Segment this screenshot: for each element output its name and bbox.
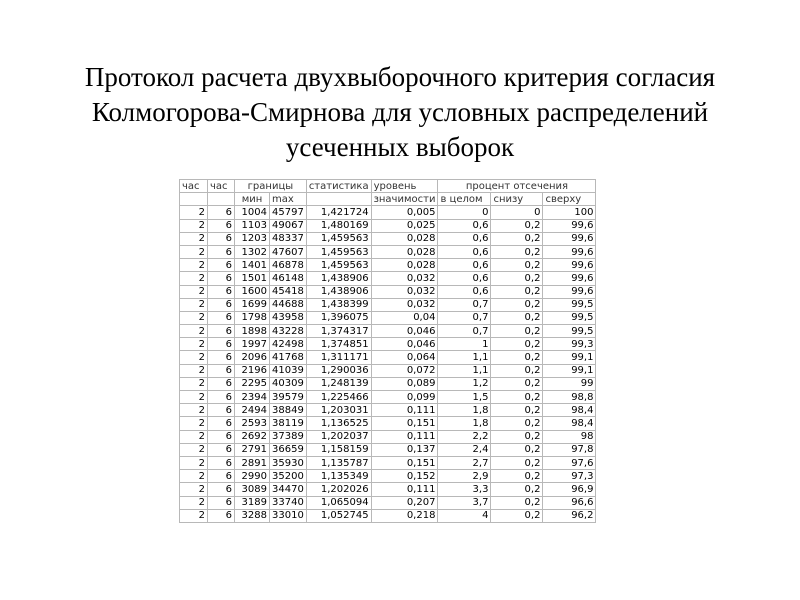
- cell-cut-above: 97,3: [543, 470, 596, 483]
- cell-significance: 0,072: [371, 364, 438, 377]
- cell-statistic: 1,136525: [306, 417, 371, 430]
- cell-cut-above: 99,5: [543, 325, 596, 338]
- cell-hour-to: 6: [208, 443, 235, 456]
- cell-cut-above: 97,6: [543, 456, 596, 469]
- cell-cut-above: 99,6: [543, 245, 596, 258]
- header-above: сверху: [543, 193, 596, 206]
- cell-significance: 0,005: [371, 206, 438, 219]
- cell-significance: 0,064: [371, 351, 438, 364]
- cell-cut-above: 96,2: [543, 509, 596, 522]
- cell-hour-to: 6: [208, 285, 235, 298]
- cell-significance: 0,046: [371, 325, 438, 338]
- cell-significance: 0,111: [371, 404, 438, 417]
- header-empty-3: [306, 193, 371, 206]
- page-title: [0, 60, 800, 165]
- cell-cut-above: 99,6: [543, 232, 596, 245]
- cell-significance: 0,111: [371, 483, 438, 496]
- cell-bound-max: 43228: [270, 325, 307, 338]
- cell-cut-below: 0,2: [491, 496, 543, 509]
- table-row: [180, 325, 596, 338]
- cell-cut-below: 0,2: [491, 509, 543, 522]
- cell-cut-above: 99,6: [543, 272, 596, 285]
- cell-cut-above: 99,1: [543, 351, 596, 364]
- cell-cut-above: 98,4: [543, 417, 596, 430]
- header-below: снизу: [491, 193, 543, 206]
- cell-significance: 0,04: [371, 311, 438, 324]
- cell-hour-from: 2: [180, 377, 208, 390]
- cell-bound-max: 47607: [270, 245, 307, 258]
- cell-statistic: 1,311171: [306, 351, 371, 364]
- cell-cut-above: 99,1: [543, 364, 596, 377]
- cell-statistic: 1,459563: [306, 245, 371, 258]
- cell-cut-overall: 1: [438, 338, 491, 351]
- cell-cut-above: 100: [543, 206, 596, 219]
- cell-cut-below: 0,2: [491, 470, 543, 483]
- cell-cut-overall: 0,6: [438, 285, 491, 298]
- cell-cut-below: 0,2: [491, 417, 543, 430]
- cell-hour-from: 2: [180, 232, 208, 245]
- cell-bound-min: 2196: [235, 364, 270, 377]
- cell-cut-below: 0,2: [491, 298, 543, 311]
- cell-significance: 0,032: [371, 285, 438, 298]
- cell-significance: 0,028: [371, 245, 438, 258]
- cell-hour-from: 2: [180, 259, 208, 272]
- cell-statistic: 1,396075: [306, 311, 371, 324]
- cell-bound-min: 1302: [235, 245, 270, 258]
- cell-bound-max: 34470: [270, 483, 307, 496]
- table-row: [180, 245, 596, 258]
- cell-cut-above: 99,5: [543, 298, 596, 311]
- cell-hour-to: 6: [208, 351, 235, 364]
- cell-statistic: 1,374317: [306, 325, 371, 338]
- cell-cut-above: 99,6: [543, 285, 596, 298]
- cell-bound-min: 1898: [235, 325, 270, 338]
- cell-bound-min: 2494: [235, 404, 270, 417]
- cell-cut-below: 0,2: [491, 338, 543, 351]
- cell-statistic: 1,202037: [306, 430, 371, 443]
- cell-cut-above: 98: [543, 430, 596, 443]
- cell-cut-below: 0: [491, 206, 543, 219]
- header-empty-1: [180, 193, 208, 206]
- header-row-2: [180, 193, 596, 206]
- cell-hour-to: 6: [208, 219, 235, 232]
- cell-hour-from: 2: [180, 483, 208, 496]
- table-row: [180, 430, 596, 443]
- cell-bound-min: 2891: [235, 456, 270, 469]
- table-row: [180, 285, 596, 298]
- header-hour-2: час: [208, 180, 235, 193]
- cell-bound-max: 46148: [270, 272, 307, 285]
- header-min: мин: [235, 193, 270, 206]
- cell-cut-overall: 1,5: [438, 391, 491, 404]
- cell-bound-min: 1501: [235, 272, 270, 285]
- cell-hour-from: 2: [180, 298, 208, 311]
- header-bounds: границы: [235, 180, 307, 193]
- cell-statistic: 1,421724: [306, 206, 371, 219]
- cell-hour-to: 6: [208, 364, 235, 377]
- cell-significance: 0,151: [371, 456, 438, 469]
- cell-bound-min: 1600: [235, 285, 270, 298]
- header-empty-2: [208, 193, 235, 206]
- cell-hour-to: 6: [208, 404, 235, 417]
- cell-hour-from: 2: [180, 430, 208, 443]
- cell-cut-above: 99,6: [543, 219, 596, 232]
- cell-hour-from: 2: [180, 456, 208, 469]
- cell-cut-overall: 0,7: [438, 325, 491, 338]
- cell-cut-below: 0,2: [491, 232, 543, 245]
- cell-cut-overall: 4: [438, 509, 491, 522]
- cell-significance: 0,218: [371, 509, 438, 522]
- cell-statistic: 1,438906: [306, 272, 371, 285]
- cell-hour-from: 2: [180, 351, 208, 364]
- table-row: [180, 470, 596, 483]
- cell-hour-to: 6: [208, 377, 235, 390]
- cell-significance: 0,207: [371, 496, 438, 509]
- header-overall: в целом: [438, 193, 491, 206]
- cell-bound-max: 35200: [270, 470, 307, 483]
- cell-hour-from: 2: [180, 285, 208, 298]
- cell-statistic: 1,225466: [306, 391, 371, 404]
- cell-bound-max: 44688: [270, 298, 307, 311]
- cell-bound-max: 38119: [270, 417, 307, 430]
- cell-hour-from: 2: [180, 404, 208, 417]
- cell-cut-overall: 0,6: [438, 245, 491, 258]
- cell-hour-to: 6: [208, 259, 235, 272]
- cell-hour-from: 2: [180, 364, 208, 377]
- table-row: [180, 509, 596, 522]
- cell-bound-min: 2791: [235, 443, 270, 456]
- cell-hour-from: 2: [180, 272, 208, 285]
- cell-cut-below: 0,2: [491, 259, 543, 272]
- cell-hour-from: 2: [180, 338, 208, 351]
- cell-cut-below: 0,2: [491, 430, 543, 443]
- cell-hour-to: 6: [208, 325, 235, 338]
- cell-hour-from: 2: [180, 470, 208, 483]
- cell-cut-overall: 0,7: [438, 311, 491, 324]
- header-statistic: статистика: [306, 180, 371, 193]
- cell-statistic: 1,158159: [306, 443, 371, 456]
- cell-statistic: 1,480169: [306, 219, 371, 232]
- cell-hour-to: 6: [208, 509, 235, 522]
- cell-bound-min: 1798: [235, 311, 270, 324]
- cell-cut-overall: 2,2: [438, 430, 491, 443]
- cell-significance: 0,032: [371, 272, 438, 285]
- cell-hour-from: 2: [180, 206, 208, 219]
- cell-significance: 0,099: [371, 391, 438, 404]
- table-row: [180, 443, 596, 456]
- cell-bound-max: 33010: [270, 509, 307, 522]
- protocol-table: [179, 179, 596, 523]
- cell-bound-max: 33740: [270, 496, 307, 509]
- cell-cut-below: 0,2: [491, 404, 543, 417]
- cell-hour-to: 6: [208, 496, 235, 509]
- cell-hour-to: 6: [208, 338, 235, 351]
- table-row: [180, 206, 596, 219]
- title-line-3: усеченных выборок: [285, 132, 515, 162]
- cell-cut-below: 0,2: [491, 219, 543, 232]
- table-row: [180, 496, 596, 509]
- cell-bound-max: 40309: [270, 377, 307, 390]
- table-body: [180, 180, 596, 523]
- cell-hour-to: 6: [208, 272, 235, 285]
- cell-bound-min: 2593: [235, 417, 270, 430]
- header-cutoff-percent: процент отсечения: [438, 180, 596, 193]
- cell-cut-above: 98,8: [543, 391, 596, 404]
- cell-statistic: 1,052745: [306, 509, 371, 522]
- cell-bound-min: 3189: [235, 496, 270, 509]
- cell-hour-to: 6: [208, 391, 235, 404]
- cell-hour-from: 2: [180, 219, 208, 232]
- cell-cut-overall: 0,6: [438, 272, 491, 285]
- cell-cut-overall: 1,8: [438, 417, 491, 430]
- cell-bound-max: 41039: [270, 364, 307, 377]
- cell-cut-below: 0,2: [491, 351, 543, 364]
- cell-bound-min: 2295: [235, 377, 270, 390]
- cell-statistic: 1,438399: [306, 298, 371, 311]
- cell-bound-min: 2394: [235, 391, 270, 404]
- cell-cut-below: 0,2: [491, 364, 543, 377]
- cell-statistic: 1,202026: [306, 483, 371, 496]
- cell-cut-overall: 0,6: [438, 232, 491, 245]
- cell-bound-min: 3089: [235, 483, 270, 496]
- cell-bound-max: 43958: [270, 311, 307, 324]
- cell-hour-from: 2: [180, 391, 208, 404]
- cell-cut-above: 99: [543, 377, 596, 390]
- cell-hour-from: 2: [180, 509, 208, 522]
- header-level: уровень: [371, 180, 438, 193]
- cell-cut-overall: 1,1: [438, 351, 491, 364]
- cell-hour-from: 2: [180, 496, 208, 509]
- cell-statistic: 1,248139: [306, 377, 371, 390]
- cell-cut-overall: 0: [438, 206, 491, 219]
- cell-statistic: 1,459563: [306, 232, 371, 245]
- header-row-1: [180, 180, 596, 193]
- cell-cut-overall: 1,2: [438, 377, 491, 390]
- table-row: [180, 219, 596, 232]
- cell-bound-max: 37389: [270, 430, 307, 443]
- cell-cut-below: 0,2: [491, 325, 543, 338]
- title-line-1: Протокол расчета двухвыборочного критерия согласия: [84, 62, 716, 92]
- cell-significance: 0,151: [371, 417, 438, 430]
- cell-cut-overall: 2,7: [438, 456, 491, 469]
- cell-cut-below: 0,2: [491, 377, 543, 390]
- cell-bound-max: 41768: [270, 351, 307, 364]
- table-row: [180, 259, 596, 272]
- cell-hour-to: 6: [208, 417, 235, 430]
- cell-significance: 0,028: [371, 259, 438, 272]
- cell-cut-overall: 1,8: [438, 404, 491, 417]
- cell-significance: 0,046: [371, 338, 438, 351]
- cell-bound-max: 46878: [270, 259, 307, 272]
- cell-bound-max: 45418: [270, 285, 307, 298]
- cell-hour-to: 6: [208, 456, 235, 469]
- cell-bound-min: 2692: [235, 430, 270, 443]
- cell-significance: 0,025: [371, 219, 438, 232]
- cell-hour-from: 2: [180, 325, 208, 338]
- cell-cut-below: 0,2: [491, 245, 543, 258]
- cell-bound-min: 1203: [235, 232, 270, 245]
- cell-bound-max: 49067: [270, 219, 307, 232]
- table-row: [180, 456, 596, 469]
- cell-bound-min: 1004: [235, 206, 270, 219]
- cell-cut-below: 0,2: [491, 272, 543, 285]
- cell-cut-overall: 0,6: [438, 259, 491, 272]
- cell-hour-to: 6: [208, 311, 235, 324]
- cell-significance: 0,152: [371, 470, 438, 483]
- cell-cut-below: 0,2: [491, 443, 543, 456]
- cell-cut-below: 0,2: [491, 311, 543, 324]
- table-row: [180, 364, 596, 377]
- cell-significance: 0,111: [371, 430, 438, 443]
- cell-cut-above: 96,9: [543, 483, 596, 496]
- header-hour-1: час: [180, 180, 208, 193]
- cell-hour-to: 6: [208, 470, 235, 483]
- cell-hour-from: 2: [180, 311, 208, 324]
- cell-hour-to: 6: [208, 232, 235, 245]
- table-row: [180, 272, 596, 285]
- cell-bound-min: 1997: [235, 338, 270, 351]
- cell-cut-above: 97,8: [543, 443, 596, 456]
- cell-statistic: 1,290036: [306, 364, 371, 377]
- cell-cut-below: 0,2: [491, 285, 543, 298]
- cell-hour-from: 2: [180, 245, 208, 258]
- cell-bound-max: 35930: [270, 456, 307, 469]
- cell-statistic: 1,203031: [306, 404, 371, 417]
- table-row: [180, 404, 596, 417]
- table-row: [180, 483, 596, 496]
- cell-bound-min: 1699: [235, 298, 270, 311]
- cell-statistic: 1,135787: [306, 456, 371, 469]
- header-significance: значимости: [371, 193, 438, 206]
- cell-cut-below: 0,2: [491, 483, 543, 496]
- cell-bound-max: 36659: [270, 443, 307, 456]
- cell-statistic: 1,459563: [306, 259, 371, 272]
- cell-cut-overall: 0,6: [438, 219, 491, 232]
- cell-cut-overall: 0,7: [438, 298, 491, 311]
- cell-statistic: 1,374851: [306, 338, 371, 351]
- cell-cut-above: 99,3: [543, 338, 596, 351]
- cell-hour-to: 6: [208, 245, 235, 258]
- cell-bound-min: 3288: [235, 509, 270, 522]
- cell-statistic: 1,135349: [306, 470, 371, 483]
- cell-hour-to: 6: [208, 206, 235, 219]
- cell-cut-overall: 3,7: [438, 496, 491, 509]
- cell-significance: 0,089: [371, 377, 438, 390]
- cell-hour-from: 2: [180, 417, 208, 430]
- cell-cut-overall: 3,3: [438, 483, 491, 496]
- table-row: [180, 338, 596, 351]
- table-row: [180, 351, 596, 364]
- cell-bound-max: 42498: [270, 338, 307, 351]
- cell-hour-from: 2: [180, 443, 208, 456]
- table-row: [180, 311, 596, 324]
- cell-significance: 0,028: [371, 232, 438, 245]
- cell-hour-to: 6: [208, 298, 235, 311]
- cell-hour-to: 6: [208, 483, 235, 496]
- table-row: [180, 417, 596, 430]
- cell-bound-max: 39579: [270, 391, 307, 404]
- cell-statistic: 1,065094: [306, 496, 371, 509]
- cell-cut-above: 99,6: [543, 259, 596, 272]
- cell-significance: 0,032: [371, 298, 438, 311]
- title-line-2: Колмогорова-Смирнова для условных распределений: [91, 97, 709, 127]
- cell-bound-max: 45797: [270, 206, 307, 219]
- cell-bound-min: 1103: [235, 219, 270, 232]
- table-row: [180, 377, 596, 390]
- cell-bound-max: 48337: [270, 232, 307, 245]
- cell-bound-min: 2096: [235, 351, 270, 364]
- cell-cut-overall: 2,4: [438, 443, 491, 456]
- cell-bound-min: 2990: [235, 470, 270, 483]
- cell-cut-above: 96,6: [543, 496, 596, 509]
- table-row: [180, 232, 596, 245]
- cell-bound-min: 1401: [235, 259, 270, 272]
- cell-cut-overall: 1,1: [438, 364, 491, 377]
- cell-cut-below: 0,2: [491, 391, 543, 404]
- table-row: [180, 298, 596, 311]
- cell-statistic: 1,438906: [306, 285, 371, 298]
- cell-cut-above: 99,5: [543, 311, 596, 324]
- cell-bound-max: 38849: [270, 404, 307, 417]
- table-row: [180, 391, 596, 404]
- cell-cut-overall: 2,9: [438, 470, 491, 483]
- cell-cut-below: 0,2: [491, 456, 543, 469]
- cell-significance: 0,137: [371, 443, 438, 456]
- cell-cut-above: 98,4: [543, 404, 596, 417]
- cell-hour-to: 6: [208, 430, 235, 443]
- header-max: max: [270, 193, 307, 206]
